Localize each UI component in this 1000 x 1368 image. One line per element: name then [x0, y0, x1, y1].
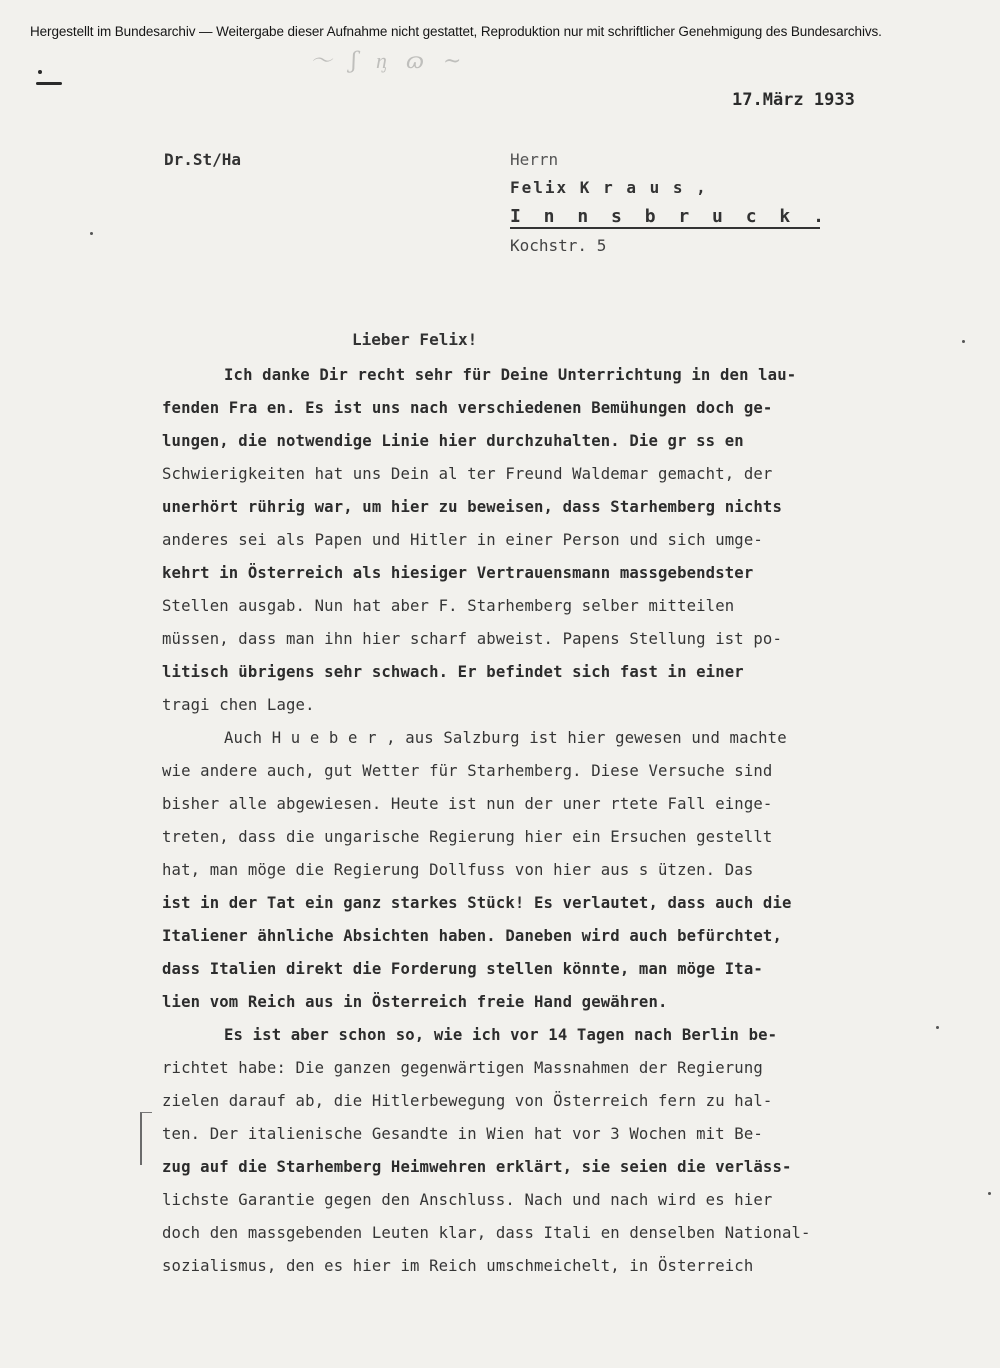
body-line: litisch übrigens sehr schwach. Er befindet sich fast in einer [162, 663, 744, 681]
faint-handwriting-mark: 〜 ʃ ᶇ ɷ ~ [310, 49, 468, 74]
address-city-underline [510, 227, 820, 229]
body-line: ten. Der italienische Gesandte in Wien hat vor 3 Wochen mit Be- [162, 1125, 763, 1143]
body-line: Auch H u e b e r , aus Salzburg ist hier gewesen und machte [224, 729, 787, 747]
body-line: müssen, dass man ihn hier scharf abweist. Papens Stellung ist po- [162, 630, 782, 648]
body-line: Ich danke Dir recht sehr für Deine Unterrichtung in den lau- [224, 366, 797, 384]
body-line: lien vom Reich aus in Österreich freie Hand gewähren. [162, 993, 668, 1011]
body-line: kehrt in Österreich als hiesiger Vertrauensmann massgebendster [162, 564, 754, 582]
body-line: lichste Garantie gegen den Anschluss. Nach und nach wird es hier [162, 1191, 773, 1209]
margin-pencil-bracket [140, 1112, 152, 1165]
address-city-text: I n n s b r u c k . [510, 206, 830, 227]
body-line: anderes sei als Papen und Hitler in einer Person und sich umge- [162, 531, 763, 549]
body-line: ist in der Tat ein ganz starkes Stück! Es verlautet, dass auch die [162, 894, 792, 912]
body-line: Italiener ähnliche Absichten haben. Daneben wird auch befürchtet, [162, 927, 782, 945]
address-street: Kochstr. 5 [510, 236, 607, 255]
margin-speck [962, 340, 965, 343]
body-line: Stellen ausgab. Nun hat aber F. Starhemberg selber mitteilen [162, 597, 735, 615]
body-line: wie andere auch, gut Wetter für Starhemberg. Diese Versuche sind [162, 762, 773, 780]
body-line: tragi chen Lage. [162, 696, 315, 714]
letter-salutation: Lieber Felix! [352, 330, 478, 349]
archive-header-text: Hergestellt im Bundesarchiv — Weitergabe dieser Aufnahme nicht gestattet, Reproduktion nur mit schriftlicher Genehmigung des Bundesarchivs. [30, 24, 882, 39]
address-herrn: Herrn [510, 150, 559, 169]
letter-date: 17.März 1933 [732, 90, 855, 110]
body-line: lungen, die notwendige Linie hier durchzuhalten. Die gr ss en [162, 432, 744, 450]
body-line: Es ist aber schon so, wie ich vor 14 Tagen nach Berlin be- [224, 1026, 778, 1044]
address-name: Felix K r a u s , [510, 178, 708, 197]
margin-speck [936, 1026, 939, 1029]
body-line: dass Italien direkt die Forderung stellen könnte, man möge Ita- [162, 960, 763, 978]
body-line: zug auf die Starhemberg Heimwehren erklärt, sie seien die verläss- [162, 1158, 792, 1176]
body-line: unerhört rührig war, um hier zu beweisen, dass Starhemberg nichts [162, 498, 782, 516]
body-line: zielen darauf ab, die Hitlerbewegung von Österreich fern zu hal- [162, 1092, 773, 1110]
margin-dot [38, 70, 42, 74]
reference-code: Dr.St/Ha [164, 150, 242, 169]
body-line: Schwierigkeiten hat uns Dein al ter Freund Waldemar gemacht, der [162, 465, 773, 483]
body-line: fenden Fra en. Es ist uns nach verschiedenen Bemühungen doch ge- [162, 399, 773, 417]
margin-speck [988, 1192, 991, 1195]
address-city [510, 206, 830, 227]
body-line: bisher alle abgewiesen. Heute ist nun der uner rtete Fall einge- [162, 795, 773, 813]
body-line: doch den massgebenden Leuten klar, dass Itali en denselben National- [162, 1224, 811, 1242]
body-line: treten, dass die ungarische Regierung hier ein Ersuchen gestellt [162, 828, 773, 846]
body-line: hat, man möge die Regierung Dollfuss von hier aus s ützen. Das [162, 861, 754, 879]
body-line: richtet habe: Die ganzen gegenwärtigen Massnahmen der Regierung [162, 1059, 763, 1077]
margin-dash [36, 82, 62, 85]
body-line: sozialismus, den es hier im Reich umschmeichelt, in Österreich [162, 1257, 754, 1275]
archive-stamp-header [30, 24, 990, 39]
margin-speck [90, 232, 93, 235]
